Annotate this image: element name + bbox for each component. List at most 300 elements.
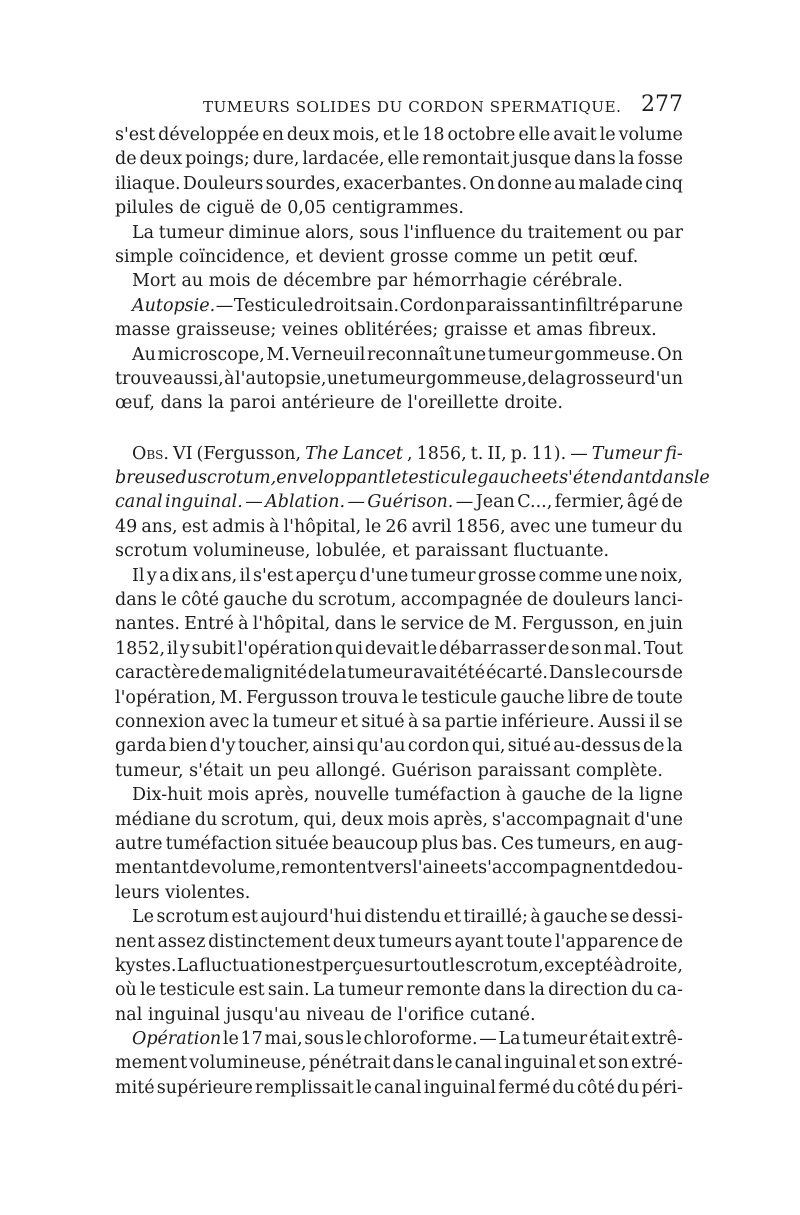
word: deux bbox=[340, 809, 384, 830]
word: le bbox=[345, 1029, 362, 1050]
word: Aussi bbox=[598, 711, 646, 732]
word: deux bbox=[139, 149, 183, 170]
word: s'étendant bbox=[559, 468, 652, 489]
word: au bbox=[554, 173, 576, 194]
text-line bbox=[115, 881, 683, 905]
word: trouva bbox=[341, 687, 399, 708]
word: du bbox=[616, 1077, 640, 1098]
word: toucher, bbox=[237, 736, 311, 757]
word: avec bbox=[509, 516, 551, 537]
text-line bbox=[115, 1003, 683, 1027]
word: 26 bbox=[385, 516, 408, 537]
word: aperçu bbox=[295, 565, 357, 586]
text-line bbox=[115, 1076, 683, 1100]
word: il bbox=[239, 565, 251, 586]
word: vers bbox=[374, 858, 412, 879]
word: octobre bbox=[447, 125, 516, 145]
text-line bbox=[115, 661, 683, 685]
word: et bbox=[443, 907, 461, 928]
word: veines bbox=[281, 320, 339, 341]
word: t. bbox=[470, 443, 484, 464]
word: noix, bbox=[640, 565, 683, 586]
word: droite, bbox=[624, 955, 683, 976]
word: distendu bbox=[364, 907, 442, 928]
word: volume bbox=[618, 125, 683, 145]
word: le bbox=[403, 125, 420, 145]
word: située bbox=[275, 833, 329, 854]
word: ca- bbox=[656, 980, 683, 1001]
word: l'opération bbox=[237, 638, 334, 659]
word: dans bbox=[160, 393, 203, 414]
text-line bbox=[115, 954, 683, 978]
word: inguinal bbox=[423, 1077, 496, 1098]
word: de bbox=[661, 492, 683, 513]
word: partie bbox=[444, 711, 498, 732]
word: qui, bbox=[471, 736, 506, 757]
word: canal bbox=[454, 1053, 503, 1074]
word: tumeur bbox=[158, 222, 224, 243]
word: aujourd'hui bbox=[260, 907, 362, 928]
word: de bbox=[591, 785, 613, 806]
word: On bbox=[469, 173, 496, 194]
word: reconnaît bbox=[366, 344, 452, 365]
word: du bbox=[175, 468, 199, 489]
word: tumeur bbox=[487, 344, 553, 365]
body-text bbox=[115, 123, 710, 1100]
word: de bbox=[661, 663, 683, 684]
word: lobulée, bbox=[316, 541, 387, 562]
word: et bbox=[340, 711, 358, 732]
word: tumeurs, bbox=[536, 833, 617, 854]
word: connexion bbox=[115, 711, 206, 732]
word: chloroforme. bbox=[363, 1029, 478, 1050]
word: il bbox=[166, 638, 179, 659]
word: et bbox=[578, 1053, 596, 1074]
word: paraissant bbox=[477, 760, 571, 781]
word: fi- bbox=[665, 443, 683, 464]
word: du bbox=[291, 590, 315, 611]
word: coïncidence, bbox=[178, 246, 291, 267]
text-line bbox=[115, 367, 683, 391]
word: côté bbox=[577, 1077, 615, 1098]
word: lardacée, bbox=[302, 149, 385, 170]
word: — bbox=[570, 443, 588, 464]
word: à bbox=[408, 711, 419, 732]
word: inguinal. bbox=[164, 492, 243, 513]
text-line bbox=[115, 123, 683, 147]
word: leurs bbox=[115, 882, 160, 903]
text-line bbox=[115, 832, 683, 856]
word: diminue bbox=[228, 222, 301, 243]
text-line bbox=[115, 221, 683, 245]
word: pilules bbox=[115, 198, 174, 219]
word: une bbox=[453, 344, 487, 365]
word: Fergusson bbox=[246, 687, 339, 708]
word: de bbox=[611, 687, 634, 708]
word: cérébrale. bbox=[532, 271, 623, 292]
word: en bbox=[623, 614, 646, 635]
word: s'accompagnait bbox=[491, 809, 631, 830]
word: remontent bbox=[281, 858, 374, 879]
word: par bbox=[377, 271, 408, 292]
word: sain. bbox=[267, 980, 310, 1001]
word: au bbox=[181, 271, 204, 292]
word: canal bbox=[115, 492, 163, 513]
word: fermier, bbox=[554, 492, 625, 513]
word: centigrammes. bbox=[331, 198, 464, 219]
page-number: 277 bbox=[641, 92, 683, 117]
word: à bbox=[613, 955, 624, 976]
word: le bbox=[594, 663, 611, 684]
word: s'est bbox=[253, 565, 294, 586]
word: péri- bbox=[641, 1077, 683, 1098]
text-line bbox=[115, 564, 683, 588]
word: l'aine bbox=[412, 858, 461, 879]
word: d'une bbox=[359, 565, 409, 586]
word: il bbox=[648, 711, 661, 732]
word: droit bbox=[313, 295, 357, 316]
word: tumeur bbox=[338, 980, 404, 1001]
word: la bbox=[330, 663, 347, 684]
word: Autopsie. bbox=[132, 295, 216, 316]
word: et bbox=[295, 246, 314, 267]
word: où bbox=[115, 980, 137, 1001]
word: Guérison bbox=[391, 760, 472, 781]
text-line bbox=[115, 905, 683, 929]
word: (Fergusson, bbox=[196, 443, 302, 464]
word: l'oreillette bbox=[407, 393, 499, 414]
text-line bbox=[115, 515, 683, 539]
word: enveloppant bbox=[276, 468, 386, 489]
word: ayant bbox=[454, 931, 504, 952]
word: s'était bbox=[189, 760, 244, 781]
word: du bbox=[500, 222, 523, 243]
word: dessi- bbox=[631, 907, 683, 928]
text-line bbox=[115, 710, 683, 734]
text-line bbox=[115, 245, 683, 269]
page-header bbox=[115, 92, 683, 122]
word: l'autopsie, bbox=[235, 368, 327, 389]
word: d'y bbox=[209, 736, 236, 757]
word: la bbox=[208, 393, 225, 414]
word: de bbox=[189, 858, 211, 879]
word: La bbox=[312, 980, 335, 1001]
word: à bbox=[269, 516, 280, 537]
word: scrotum, bbox=[221, 809, 300, 830]
word: cordon bbox=[407, 736, 470, 757]
text-line bbox=[115, 930, 683, 954]
word: son bbox=[571, 638, 602, 659]
word: canal bbox=[374, 1077, 422, 1098]
word: de bbox=[527, 368, 549, 389]
text-line bbox=[115, 686, 683, 710]
word: graisseuse; bbox=[175, 320, 277, 341]
word: remontait bbox=[422, 149, 510, 170]
word: ligne bbox=[638, 785, 683, 806]
word: Guérison. bbox=[367, 492, 454, 513]
word: alors, bbox=[305, 222, 355, 243]
word: amas bbox=[536, 320, 583, 341]
word: sain. bbox=[357, 295, 400, 316]
word: avril bbox=[411, 516, 452, 537]
word: La bbox=[176, 955, 199, 976]
word: scrotum, bbox=[198, 468, 277, 489]
word: scrotum bbox=[156, 907, 230, 928]
word: douleurs bbox=[552, 590, 631, 611]
word: dans bbox=[392, 1053, 435, 1074]
word: avait bbox=[553, 125, 597, 145]
text-line bbox=[115, 147, 683, 171]
text-line bbox=[115, 343, 683, 367]
word: tuméfaction bbox=[165, 833, 273, 854]
word: de bbox=[370, 1004, 392, 1025]
word: malignité bbox=[223, 663, 308, 684]
word: paroi bbox=[229, 393, 276, 414]
word: le bbox=[421, 638, 438, 659]
word: graisse bbox=[443, 320, 508, 341]
word: traitement bbox=[527, 222, 622, 243]
word: inguinal bbox=[147, 1004, 221, 1025]
word: The bbox=[305, 443, 339, 464]
word: fermé bbox=[498, 1077, 551, 1098]
word: C..., bbox=[517, 492, 553, 513]
text-line bbox=[115, 759, 683, 783]
word: bien bbox=[168, 736, 208, 757]
word: le bbox=[365, 516, 382, 537]
running-head: TUMEURS SOLIDES DU CORDON SPERMATIQUE. bbox=[203, 98, 622, 116]
word: de bbox=[307, 663, 330, 684]
word: y bbox=[146, 565, 157, 586]
word: dans bbox=[115, 590, 157, 611]
word: mois, bbox=[332, 125, 380, 145]
text-line bbox=[115, 318, 683, 342]
word: mois bbox=[207, 785, 250, 806]
word: Le bbox=[132, 907, 154, 928]
word: plus bbox=[421, 833, 459, 854]
word: l'orifice bbox=[397, 1004, 465, 1025]
word: tumeur bbox=[522, 1029, 588, 1050]
word: grosseur bbox=[565, 368, 644, 389]
text-line bbox=[115, 637, 683, 661]
word: On bbox=[657, 344, 683, 365]
word: fluctuante. bbox=[513, 541, 610, 562]
word: mai, bbox=[264, 1029, 303, 1050]
word: gauche bbox=[543, 907, 608, 928]
word: inférieure. bbox=[501, 711, 595, 732]
word: et bbox=[392, 541, 410, 562]
word: le bbox=[139, 980, 156, 1001]
word: scrotum, bbox=[465, 955, 544, 976]
text-line bbox=[115, 1027, 683, 1051]
word: du bbox=[631, 980, 654, 1001]
word: une bbox=[554, 516, 588, 537]
word: gauche bbox=[521, 785, 586, 806]
word: l'hôpital, bbox=[283, 516, 362, 537]
word: Cordon bbox=[399, 295, 465, 316]
word: peu bbox=[277, 760, 310, 781]
word: le bbox=[436, 1053, 453, 1074]
word: Fergusson, bbox=[521, 614, 620, 635]
word: aussi, bbox=[172, 368, 224, 389]
word: nantes. bbox=[115, 614, 180, 635]
text-line bbox=[115, 539, 683, 563]
word: beaucoup bbox=[331, 833, 419, 854]
word: libre bbox=[567, 687, 609, 708]
word: côté bbox=[181, 590, 219, 611]
word: complète. bbox=[575, 760, 663, 781]
paragraph-gap bbox=[115, 416, 683, 442]
word: admis bbox=[212, 516, 265, 537]
word: d'une bbox=[634, 809, 683, 830]
text-line bbox=[115, 783, 683, 807]
word: cinq bbox=[645, 173, 683, 194]
word: ans, bbox=[141, 516, 178, 537]
word: dure, bbox=[252, 149, 300, 170]
word: mois bbox=[387, 809, 430, 830]
word: Au bbox=[132, 344, 156, 365]
word: jusque bbox=[512, 149, 571, 170]
word: antérieure bbox=[281, 393, 375, 414]
word: situé bbox=[507, 736, 552, 757]
word: après, bbox=[254, 785, 310, 806]
word: de bbox=[642, 736, 665, 757]
word: mité bbox=[115, 1077, 155, 1098]
word: oblitérées; bbox=[343, 320, 439, 341]
word: la bbox=[549, 368, 566, 389]
word: elle bbox=[387, 149, 420, 170]
word: Testicule bbox=[233, 295, 314, 316]
word: une bbox=[650, 295, 683, 316]
word: remonte bbox=[406, 980, 481, 1001]
word: simple bbox=[115, 246, 174, 267]
word: son bbox=[598, 1053, 629, 1074]
word: assez bbox=[157, 931, 206, 952]
word: de bbox=[200, 663, 223, 684]
word: niveau bbox=[305, 1004, 365, 1025]
word: kystes. bbox=[115, 955, 177, 976]
word: gommeuse, bbox=[425, 368, 527, 389]
word: gauche bbox=[223, 590, 288, 611]
word: jusqu'au bbox=[225, 1004, 301, 1025]
word: le bbox=[449, 955, 466, 976]
word: extré- bbox=[630, 1053, 683, 1074]
word: accompagnée bbox=[400, 590, 523, 611]
word: est bbox=[238, 980, 265, 1001]
word: donne bbox=[497, 173, 552, 194]
word: scrotum, bbox=[318, 590, 397, 611]
word: service bbox=[400, 614, 465, 635]
word: sur bbox=[384, 955, 413, 976]
word: fibreux. bbox=[588, 320, 657, 341]
word: et bbox=[513, 320, 531, 341]
word: 17 bbox=[240, 1029, 263, 1050]
word: par bbox=[619, 295, 650, 316]
word: infiltré bbox=[558, 295, 619, 316]
word: ou bbox=[626, 222, 649, 243]
word: scrotum bbox=[115, 541, 188, 562]
word: se bbox=[663, 711, 683, 732]
word: volumineuse, bbox=[193, 541, 311, 562]
word: lanci- bbox=[634, 590, 683, 611]
word: la bbox=[528, 980, 545, 1001]
word: petit bbox=[551, 246, 593, 267]
word: — bbox=[215, 295, 234, 316]
word: II, bbox=[487, 443, 507, 464]
word: testicule bbox=[159, 980, 236, 1001]
word: M. bbox=[219, 687, 243, 708]
word: volumineuse, bbox=[189, 1053, 307, 1074]
word: Jean bbox=[475, 492, 515, 513]
word: dou- bbox=[643, 858, 683, 879]
word: aug- bbox=[644, 833, 683, 854]
word: avait bbox=[413, 663, 457, 684]
word: la bbox=[666, 736, 683, 757]
word: œuf. bbox=[598, 246, 639, 267]
word: supérieure bbox=[156, 1077, 253, 1098]
word: tumeur bbox=[347, 663, 413, 684]
word: de bbox=[115, 149, 137, 170]
word: à bbox=[505, 785, 517, 806]
word: le bbox=[355, 1077, 372, 1098]
word: qui bbox=[335, 638, 364, 659]
word: de bbox=[468, 614, 490, 635]
word: l'apparence bbox=[554, 931, 659, 952]
word: ans, bbox=[200, 565, 238, 586]
word: œuf, bbox=[115, 393, 155, 414]
word: sous bbox=[304, 1029, 345, 1050]
word: débarrasser bbox=[438, 638, 547, 659]
word: de bbox=[622, 858, 644, 879]
word: VI bbox=[172, 443, 193, 464]
word: 1856, bbox=[416, 443, 467, 464]
word: deux bbox=[332, 931, 376, 952]
word: — bbox=[347, 492, 365, 513]
text-line bbox=[115, 294, 683, 318]
text-line bbox=[115, 172, 683, 196]
word: mement bbox=[115, 1053, 188, 1074]
word: de bbox=[547, 638, 570, 659]
word: 1856, bbox=[455, 516, 506, 537]
word: 18 bbox=[422, 125, 445, 145]
word: du bbox=[194, 809, 218, 830]
text-line bbox=[115, 490, 683, 514]
word: fosse bbox=[637, 149, 683, 170]
word: Tumeur bbox=[591, 443, 662, 464]
word: en bbox=[262, 125, 284, 145]
word: était bbox=[588, 1029, 630, 1050]
word: médiane bbox=[115, 809, 191, 830]
text-line bbox=[115, 612, 683, 636]
word: est bbox=[231, 907, 258, 928]
word: à bbox=[530, 907, 541, 928]
word: distinctement bbox=[208, 931, 331, 952]
word: , bbox=[406, 443, 413, 464]
word: droite. bbox=[504, 393, 563, 414]
word: Verneuil bbox=[291, 344, 366, 365]
word: avec bbox=[208, 711, 250, 732]
word: excepté bbox=[544, 955, 614, 976]
word: une bbox=[604, 565, 638, 586]
text-line bbox=[115, 442, 683, 466]
word: l'opération, bbox=[115, 687, 217, 708]
word: subit bbox=[191, 638, 236, 659]
word: Entré bbox=[184, 614, 234, 635]
word: caractère bbox=[115, 663, 200, 684]
word: sous bbox=[359, 222, 399, 243]
word: le bbox=[693, 468, 710, 489]
word: situé bbox=[361, 711, 405, 732]
text-line bbox=[115, 391, 683, 415]
